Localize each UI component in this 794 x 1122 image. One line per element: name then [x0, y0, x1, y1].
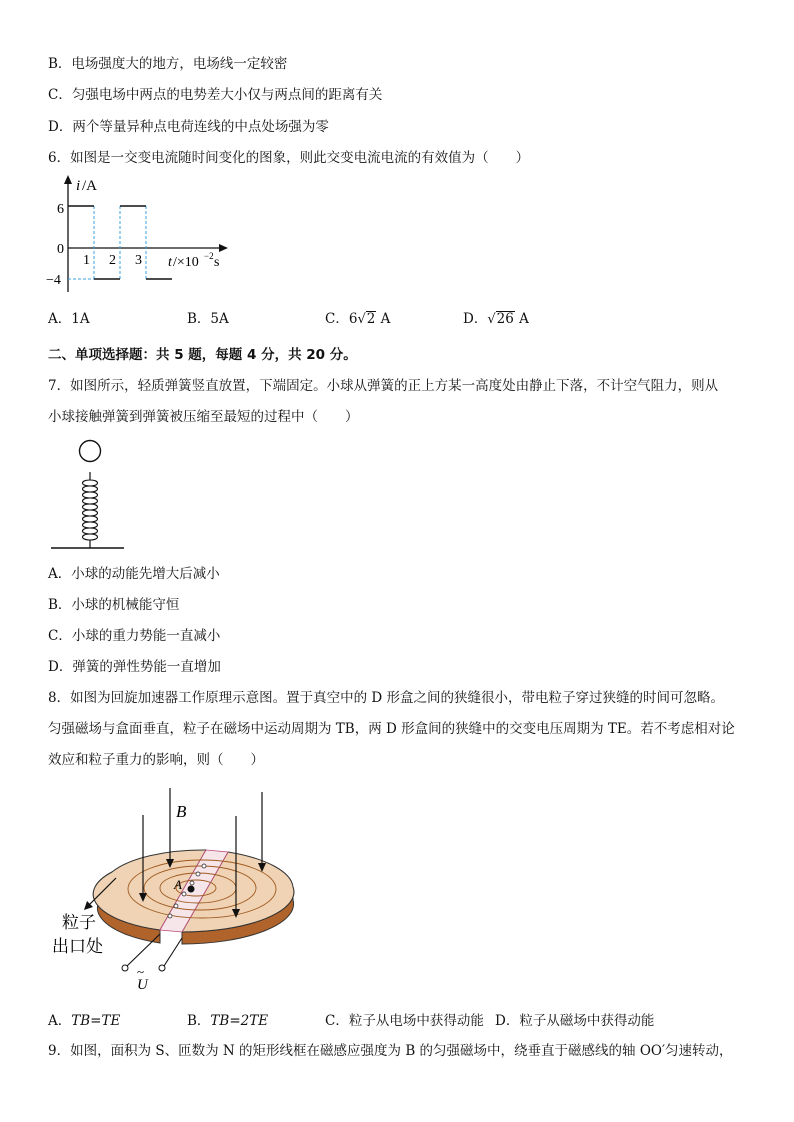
y-axis-label-var: i — [76, 178, 81, 194]
tilde-icon: ~ — [137, 964, 145, 979]
q6-option-c — [325, 310, 390, 329]
label-b: B — [176, 802, 187, 821]
q7-option-b: B．小球的机械能守恒 — [48, 597, 180, 613]
q7-option-c: C．小球的重力势能一直减小 — [48, 628, 221, 644]
x-axis-arrow-icon — [219, 244, 228, 252]
q8-option-b-prefix: B． — [187, 1013, 211, 1029]
particle-dot — [182, 892, 186, 896]
q6-current-time-graph — [44, 172, 234, 298]
particle-dot — [190, 881, 194, 885]
q8-stem-line-1: 8．如图为回旋加速器工作原理示意图。置于真空中的 D 形盒之间的狭缝很小，带电粒子穿过狭缝的时间可忽略。 — [48, 690, 724, 706]
x-tick-2: 2 — [109, 253, 116, 268]
q6-option-b: B．5A — [187, 311, 229, 327]
particle-dot — [168, 914, 172, 918]
q7-stem-line-1: 7．如图所示，轻质弹簧竖直放置，下端固定。小球从弹簧的正上方某一高度处由静止下落，不计空气阻力，则从 — [48, 378, 719, 394]
q7-option-a: A．小球的动能先增大后减小 — [48, 566, 220, 582]
q9-stem-line-1: 9．如图，面积为 S、匝数为 N 的矩形线框在磁感应强度为 B 的匀强磁场中，绕垂直于磁感线的轴 OO′匀速转动， — [48, 1043, 733, 1059]
q8-option-a — [48, 1012, 120, 1030]
q8-option-b — [187, 1012, 268, 1030]
x-axis-label-exp: −2 — [204, 251, 214, 261]
q7-stem-line-2: 小球接触弹簧到弹簧被压缩至最短的过程中（ ） — [48, 409, 359, 425]
particle-dot — [196, 872, 200, 876]
spring-coil — [83, 480, 98, 540]
x-axis-label-var: t — [168, 255, 172, 270]
q8-stem-line-3: 效应和粒子重力的影响，则（ ） — [48, 752, 264, 768]
q5-option-b: B．电场强度大的地方，电场线一定较密 — [48, 56, 288, 72]
q6-option-d — [463, 310, 529, 329]
q6-option-d-unit: A — [514, 311, 529, 327]
q6-option-c-radicand: 2 — [366, 311, 376, 327]
ball — [80, 441, 101, 462]
section-2-heading: 二、单项选择题：共 5 题，每题 4 分，共 20 分。 — [48, 347, 357, 363]
q6-option-c-prefix: C． — [325, 311, 349, 327]
y-tick-0: 0 — [57, 242, 64, 257]
q6-option-a: A．1A — [48, 311, 90, 327]
q8-option-d: D．粒子从磁场中获得动能 — [495, 1013, 655, 1029]
x-axis-label-unit: /×10 — [173, 255, 199, 270]
x-tick-3: 3 — [135, 253, 142, 268]
label-u: U — [137, 977, 148, 993]
q7-spring-ball-figure — [48, 436, 128, 554]
label-exit-line-2: 出口处 — [52, 937, 103, 956]
source-point-a — [188, 886, 195, 893]
q5-option-d: D．两个等量异种点电荷连线的中点处场强为零 — [48, 119, 329, 135]
x-axis-label-s: s — [214, 255, 220, 270]
q8-option-a-prefix: A． — [48, 1013, 72, 1029]
q8-option-c: C．粒子从电场中获得动能 — [325, 1013, 484, 1029]
particle-dot — [174, 904, 178, 908]
q8-option-b-expr: TB=2TE — [210, 1013, 269, 1029]
q6-option-d-prefix: D． — [463, 311, 488, 327]
q8-cyclotron-figure — [48, 780, 308, 995]
q5-option-c: C．匀强电场中两点的电势差大小仅与两点间的距离有关 — [48, 87, 383, 103]
y-axis-label-unit: /A — [82, 178, 97, 194]
x-tick-1: 1 — [83, 253, 90, 268]
y-tick-6: 6 — [57, 202, 64, 217]
sqrt-sign-icon: √ — [487, 312, 496, 327]
q6-option-c-coef: 6 — [348, 311, 358, 327]
label-a: A — [174, 877, 182, 892]
q8-option-a-expr: TB=TE — [71, 1013, 121, 1029]
q8-stem-line-2: 匀强磁场与盒面垂直，粒子在磁场中运动周期为 TB，两 D 形盒间的狭缝中的交变电压周期为 TE。若不考虑相对论 — [48, 721, 735, 737]
q6-stem: 6．如图是一交变电流随时间变化的图象，则此交变电流电流的有效值为（ ） — [48, 150, 530, 166]
lead-wire-right — [164, 938, 182, 966]
sqrt-sign-icon: √ — [357, 312, 366, 327]
y-axis-arrow-icon — [64, 175, 72, 184]
q6-option-c-unit: A — [376, 311, 391, 327]
label-exit-line-1: 粒子 — [62, 913, 96, 932]
terminal-left — [122, 965, 128, 971]
particle-dot — [202, 864, 206, 868]
terminal-right — [159, 965, 165, 971]
q6-option-d-radicand: 26 — [496, 311, 514, 327]
q7-option-d: D．弹簧的弹性势能一直增加 — [48, 659, 221, 675]
y-tick-neg4: −4 — [46, 273, 61, 288]
